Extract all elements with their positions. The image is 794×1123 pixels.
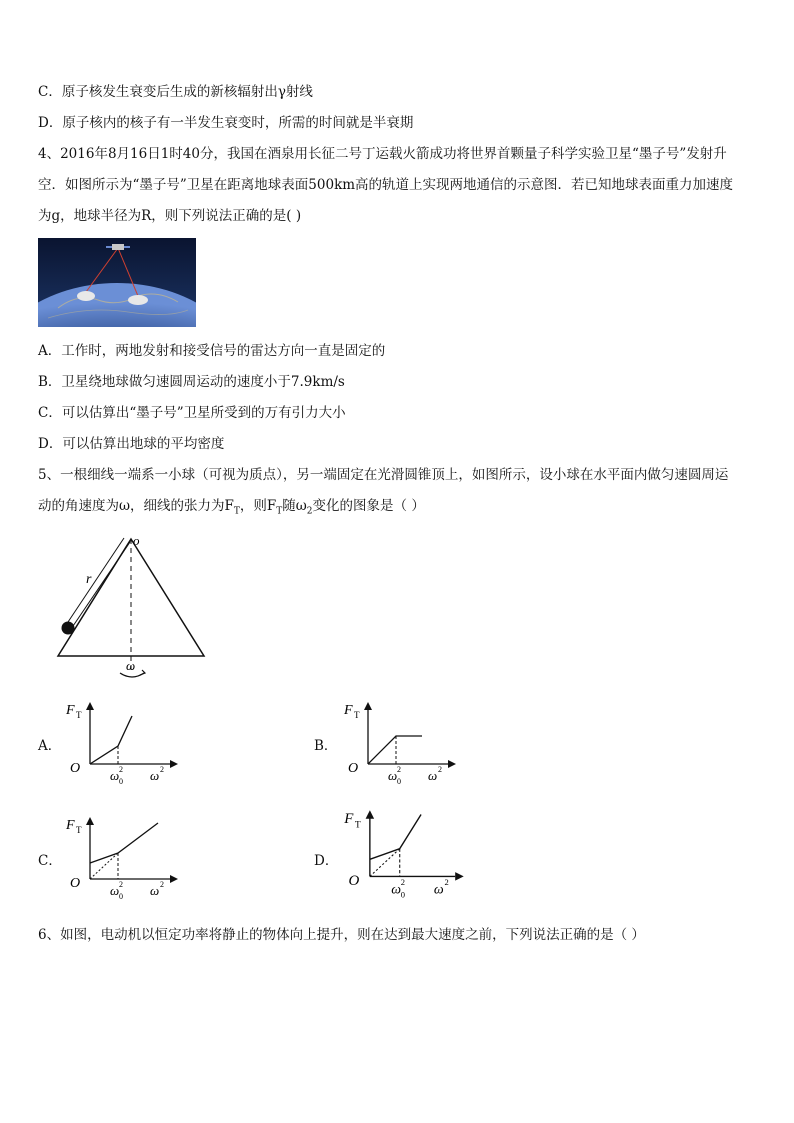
omega0-label: ω xyxy=(391,881,401,897)
origin-label: O xyxy=(348,872,360,889)
omega0-label: ω xyxy=(110,768,120,783)
y-axis-subscript: T xyxy=(76,710,82,720)
x-axis-arrow xyxy=(455,872,464,881)
graph-a xyxy=(62,700,182,786)
origin-label: O xyxy=(70,876,81,891)
q4-option-b: B．卫星绕地球做匀速圆周运动的速度小于7.9km/s xyxy=(38,374,345,390)
x-axis-superscript: 2 xyxy=(160,765,164,774)
x-axis-label: ω xyxy=(428,768,438,783)
y-axis-label: F xyxy=(344,703,353,718)
q4-stem-line1: 4、2016年8月16日1时40分，我国在酒泉用长征二号丁运载火箭成功将世界首颗量子科学实验卫星“墨子号”发射升 xyxy=(38,146,727,162)
graph-d xyxy=(340,808,468,900)
q3-option-c: C．原子核发生衰变后生成的新核辐射出γ射线 xyxy=(38,84,313,100)
origin-label: O xyxy=(70,761,81,776)
omega0-label: ω xyxy=(110,883,120,898)
x-axis-label: ω xyxy=(433,881,444,897)
q3-option-d: D．原子核内的核子有一半发生衰变时，所需的时间就是半衰期 xyxy=(38,115,414,131)
omega0-superscript: 2 xyxy=(397,765,401,774)
graph-curve xyxy=(90,716,132,764)
q5-stem-line1: 5、一根细线一端系一小球（可视为质点），另一端固定在光滑圆锥顶上，如图所示，设小球在水平面内做匀速圆周运 xyxy=(38,467,729,483)
origin-dashed-line xyxy=(90,853,118,879)
graph-curve xyxy=(368,736,422,764)
y-axis-subscript: T xyxy=(354,819,361,831)
y-axis-label: F xyxy=(66,703,75,718)
y-axis-label: F xyxy=(66,818,75,833)
origin-dashed-line xyxy=(370,849,400,877)
omega0-label: ω xyxy=(388,768,398,783)
x-axis-superscript: 2 xyxy=(438,765,442,774)
graph-c xyxy=(62,815,182,901)
y-axis-subscript: T xyxy=(76,825,82,835)
omega0-subscript: 0 xyxy=(400,889,406,900)
option-c-label: C． xyxy=(38,853,62,869)
x-axis-superscript: 2 xyxy=(444,876,449,887)
apex-label: o xyxy=(133,533,140,548)
omega0-superscript: 2 xyxy=(119,765,123,774)
q4-stem-line2: 空．如图所示为“墨子号”卫星在距离地球表面500km高的轨道上实现两地通信的示意图．若已知地球表面重力加速度 xyxy=(38,177,734,193)
x-axis-arrow xyxy=(448,760,456,768)
origin-label: O xyxy=(348,761,359,776)
omega0-superscript: 2 xyxy=(119,880,123,889)
y-axis-arrow xyxy=(366,810,375,819)
x-axis-label: ω xyxy=(150,768,160,783)
q4-option-d: D．可以估算出地球的平均密度 xyxy=(38,436,225,452)
omega0-subscript: 0 xyxy=(397,777,401,786)
y-axis-subscript: T xyxy=(354,710,360,720)
option-b-label: B． xyxy=(314,738,338,754)
omega0-superscript: 2 xyxy=(400,876,406,887)
string-label: r xyxy=(86,572,92,587)
x-axis-arrow xyxy=(170,875,178,883)
satellite-earth-image xyxy=(38,238,196,327)
omega0-subscript: 0 xyxy=(119,777,123,786)
y-axis-arrow xyxy=(86,702,94,710)
q4-option-a: A．工作时，两地发射和接受信号的雷达方向一直是固定的 xyxy=(38,343,386,359)
option-d-label: D． xyxy=(314,853,339,869)
omega-label: ω xyxy=(126,658,136,673)
q5-stem-line2: 动的角速度为ω，细线的张力为$F_T$，则$F_T$随$\omega_2$变化的图象是（ ） xyxy=(38,498,425,517)
graph-b xyxy=(340,700,460,786)
y-axis-label: F xyxy=(344,811,354,828)
option-a-label: A． xyxy=(38,738,62,754)
q4-option-c: C．可以估算出“墨子号”卫星所受到的万有引力大小 xyxy=(38,405,346,421)
q4-stem-line3: 为g，地球半径为R，则下列说法正确的是( ) xyxy=(38,208,302,224)
cone-diagram xyxy=(54,533,210,681)
y-axis-arrow xyxy=(364,702,372,710)
graph-curve xyxy=(90,823,158,863)
x-axis-arrow xyxy=(170,760,178,768)
omega0-subscript: 0 xyxy=(119,892,123,901)
q6-stem: 6、如图，电动机以恒定功率将静止的物体向上提升，则在达到最大速度之前，下列说法正确的是（ ） xyxy=(38,927,645,943)
y-axis-arrow xyxy=(86,817,94,825)
x-axis-superscript: 2 xyxy=(160,880,164,889)
x-axis-label: ω xyxy=(150,883,160,898)
